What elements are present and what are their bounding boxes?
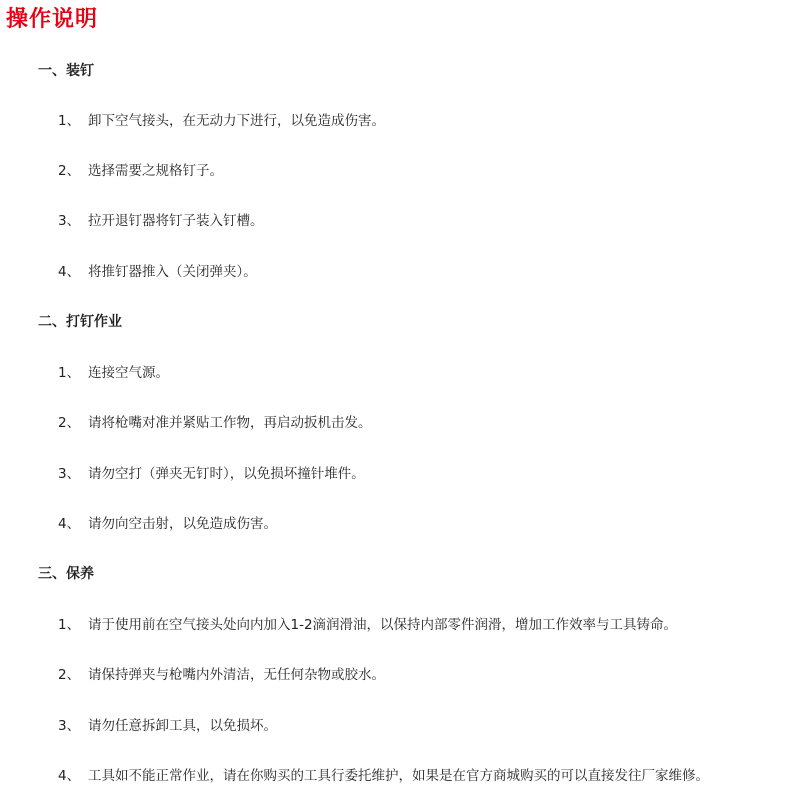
item-number: 2、	[58, 163, 81, 179]
item-number: 3、	[58, 718, 81, 734]
item-text: 选择需要之规格钉子。	[88, 163, 223, 179]
item-number: 4、	[58, 516, 81, 532]
item-number: 1、	[58, 365, 81, 381]
item-text: 请保持弹夹与枪嘴内外清洁，无任何杂物或胶水。	[88, 667, 385, 683]
item-number: 4、	[58, 264, 81, 280]
item-number: 1、	[58, 617, 81, 633]
item-number: 2、	[58, 667, 81, 683]
item-text: 工具如不能正常作业，请在你购买的工具行委托维护，如果是在官方商城购买的可以直接发往厂家维修。	[88, 768, 709, 784]
list-item	[58, 512, 277, 532]
list-item	[58, 714, 277, 734]
section-heading-operation: 二、打钉作业	[38, 314, 122, 330]
section-heading-install: 一、装钉	[38, 63, 94, 79]
list-item	[58, 109, 385, 129]
item-text: 请勿空打（弹夹无钉时），以免损坏撞针堆件。	[88, 466, 365, 482]
section-heading-maintenance: 三、保养	[38, 566, 94, 582]
list-item	[58, 209, 264, 229]
item-number: 3、	[58, 466, 81, 482]
item-text: 拉开退钉器将钉子装入钉槽。	[88, 213, 264, 229]
item-number: 3、	[58, 213, 81, 229]
list-item	[58, 462, 365, 482]
list-item	[58, 764, 709, 784]
item-text: 请勿任意拆卸工具，以免损坏。	[88, 718, 277, 734]
list-item	[58, 411, 372, 431]
item-text: 将推钉器推入（关闭弹夹）。	[88, 264, 257, 280]
item-text: 请勿向空击射，以免造成伤害。	[88, 516, 277, 532]
item-number: 2、	[58, 415, 81, 431]
item-text: 请将枪嘴对准并紧贴工作物，再启动扳机击发。	[88, 415, 372, 431]
item-number: 1、	[58, 113, 81, 129]
list-item	[58, 613, 677, 633]
list-item	[58, 260, 257, 280]
item-text: 请于使用前在空气接头处向内加入1-2滴润滑油，以保持内部零件润滑，增加工作效率与工具铸命。	[88, 617, 678, 633]
list-item	[58, 361, 169, 381]
item-number: 4、	[58, 768, 81, 784]
item-text: 卸下空气接头，在无动力下进行，以免造成伤害。	[88, 113, 385, 129]
list-item	[58, 663, 385, 683]
item-text: 连接空气源。	[88, 365, 169, 381]
list-item	[58, 159, 223, 179]
page-title: 操作说明	[6, 7, 99, 32]
